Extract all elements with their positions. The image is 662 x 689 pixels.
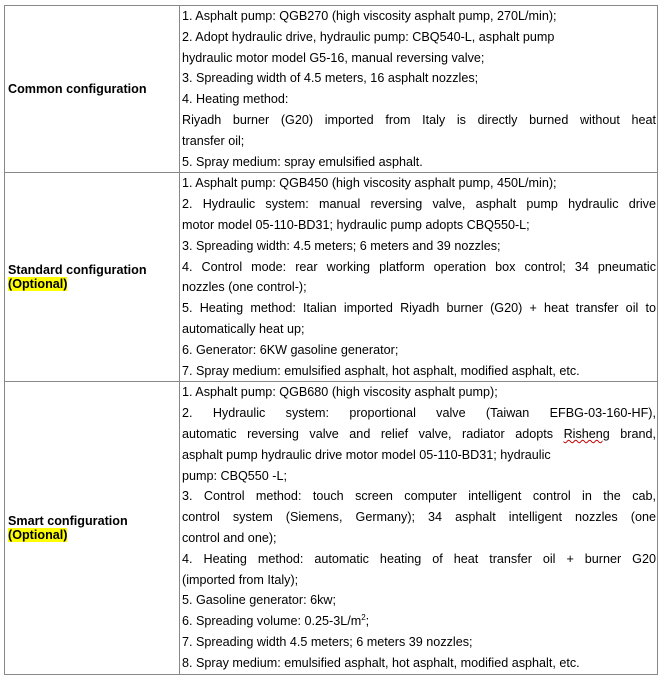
spec-line: automatic reversing valve and relief valve, radiator adopts Risheng brand, (182, 426, 656, 441)
spec-line: 4. Heating method: (182, 92, 289, 107)
spec-line: 2. Adopt hydraulic drive, hydraulic pump: CBQ540-L, asphalt pump (182, 29, 555, 44)
row-label: Smart configuration (8, 513, 128, 528)
row-label: Common configuration (8, 82, 147, 97)
spec-line: 3. Spreading width: 4.5 meters; 6 meters and 39 nozzles; (182, 238, 501, 253)
spec-line: 1. Asphalt pump: QGB680 (high viscosity asphalt pump); (182, 385, 498, 400)
spec-line: 3. Control method: touch screen computer intelligent control in the cab, (182, 489, 656, 504)
table-row (5, 173, 658, 382)
spec-line: 2. Hydraulic system: proportional valve (Taiwan EFBG-03-160-HF), (182, 406, 656, 421)
spec-line: automatically heat up; (182, 321, 305, 336)
volume-text: 6. Spreading volume: 0.25-3L/m (182, 614, 362, 629)
row-label-cell (5, 382, 180, 674)
spec-line: hydraulic motor model G5-16, manual reversing valve; (182, 50, 485, 65)
row-label-cell (5, 6, 180, 173)
spec-line: nozzles (one control-); (182, 280, 307, 295)
spellcheck-word: Risheng (563, 426, 610, 441)
spec-line: 5. Gasoline generator: 6kw; (182, 593, 337, 608)
spec-line: 1. Asphalt pump: QGB450 (high viscosity asphalt pump, 450L/min); (182, 176, 557, 191)
spec-line: 8. Spray medium: emulsified asphalt, hot asphalt, modified asphalt, etc. (182, 655, 580, 670)
row-content-cell (180, 382, 658, 674)
optional-badge: (Optional) (8, 277, 68, 292)
spec-line: 2. Hydraulic system: manual reversing valve, asphalt pump hydraulic drive (182, 197, 656, 212)
spec-line: 6. Generator: 6KW gasoline generator; (182, 342, 399, 357)
configuration-table (4, 5, 658, 675)
row-content-cell (180, 173, 658, 382)
spec-line: motor model 05-110-BD31; hydraulic pump adopts CBQ550-L; (182, 217, 530, 232)
volume-exponent: 2 (361, 612, 366, 622)
spec-line: 4. Heating method: automatic heating of heat transfer oil + burner G20 (182, 551, 656, 566)
spec-line: 7. Spray medium: emulsified asphalt, hot asphalt, modified asphalt, etc. (182, 363, 580, 378)
spec-line: 1. Asphalt pump: QGB270 (high viscosity asphalt pump, 270L/min); (182, 9, 557, 23)
table-row (5, 6, 658, 173)
spec-line: 7. Spreading width 4.5 meters; 6 meters 39 nozzles; (182, 634, 473, 649)
spec-line: 3. Spreading width of 4.5 meters, 16 asphalt nozzles; (182, 71, 479, 86)
volume-suffix: ; (365, 614, 370, 629)
row-content-cell (180, 6, 658, 173)
spec-line: control system (Siemens, Germany); 34 asphalt intelligent nozzles (one (182, 510, 656, 525)
spec-line: 4. Control mode: rear working platform operation box control; 34 pneumatic (182, 259, 656, 274)
spec-line: transfer oil; (182, 133, 245, 148)
spec-line: asphalt pump hydraulic drive motor model 05-110-BD31; hydraulic (182, 447, 551, 462)
spec-line: 5. Heating method: Italian imported Riyadh burner (G20) + heat transfer oil to (182, 301, 656, 316)
row-label-cell (5, 173, 180, 382)
spec-line: 5. Spray medium: spray emulsified asphalt. (182, 154, 423, 169)
spec-line: Riyadh burner (G20) imported from Italy is directly burned without heat (182, 112, 656, 127)
row-label: Standard configuration (8, 263, 147, 278)
spec-line-volume (182, 611, 656, 632)
spec-line: pump: CBQ550 -L; (182, 468, 287, 483)
optional-badge: (Optional) (8, 527, 68, 542)
spec-line: (imported from Italy); (182, 572, 299, 587)
table-row (5, 382, 658, 674)
spec-line: control and one); (182, 530, 277, 545)
